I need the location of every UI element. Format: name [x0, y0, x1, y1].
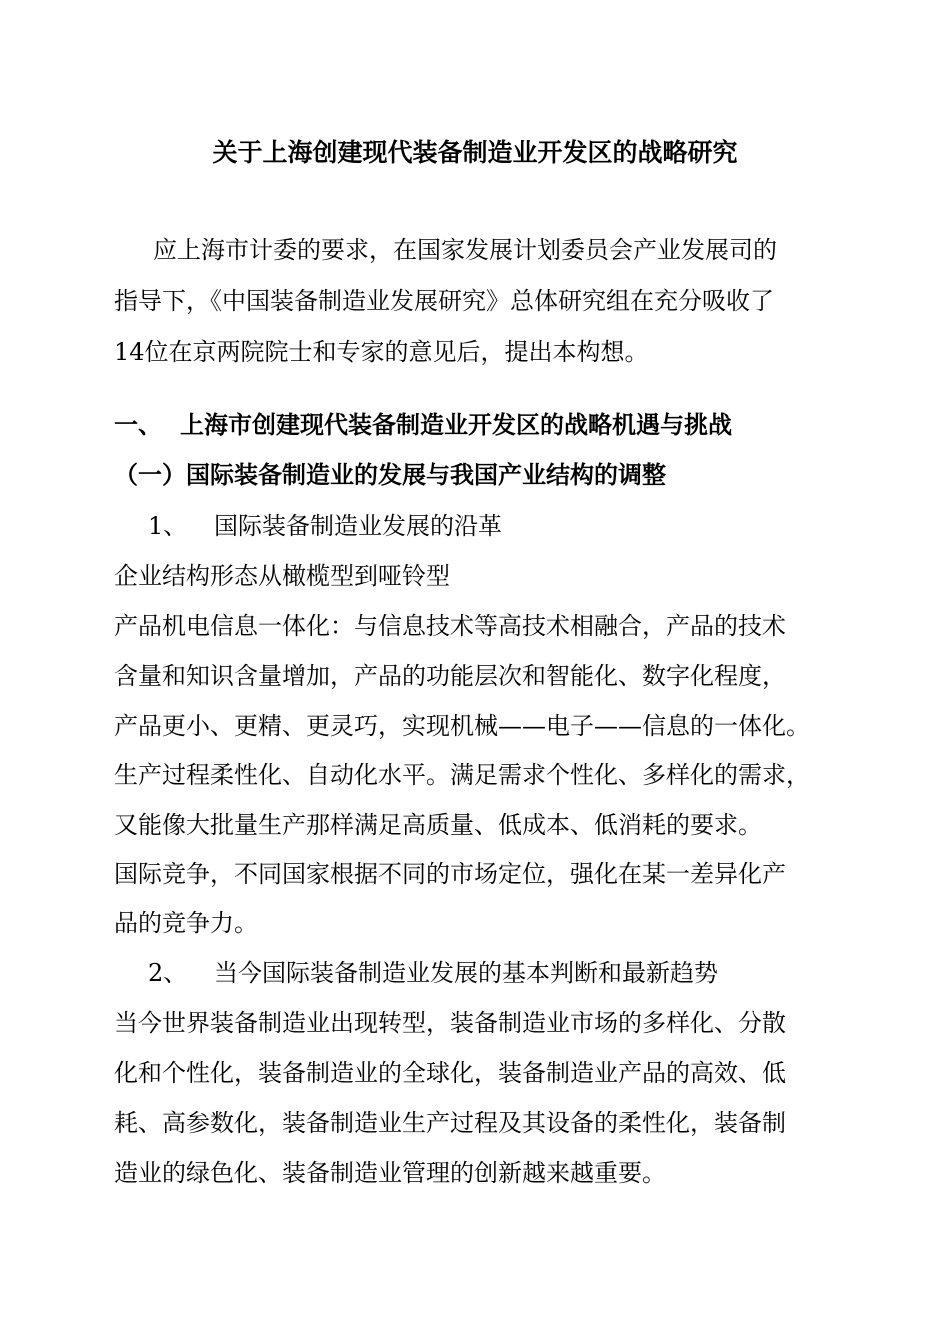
- intro-line-3: 14位在京两院院士和专家的意见后，提出本构想。: [114, 338, 649, 366]
- item-1-line-1: 企业结构形态从橄榄型到哑铃型: [114, 562, 450, 590]
- section-1-number: 一、: [114, 411, 162, 439]
- item-1-line-3: 含量和知识含量增加，产品的功能层次和智能化、数字化程度，: [114, 662, 786, 690]
- item-1-number: 1、: [148, 512, 188, 540]
- document-title: 关于上海创建现代装备制造业开发区的战略研究: [212, 138, 738, 167]
- subsection-1-title: （一）国际装备制造业的发展与我国产业结构的调整: [114, 461, 666, 489]
- item-2-number: 2、: [148, 959, 188, 987]
- intro-line-1: 应上海市计委的要求，在国家发展计划委员会产业发展司的: [153, 236, 777, 264]
- item-1-line-6: 又能像大批量生产那样满足高质量、低成本、低消耗的要求。: [114, 811, 762, 839]
- item-2-title: 当今国际装备制造业发展的基本判断和最新趋势: [214, 959, 718, 987]
- item-2-line-3: 耗、高参数化，装备制造业生产过程及其设备的柔性化，装备制: [114, 1109, 786, 1137]
- item-1-line-4: 产品更小、更精、更灵巧，实现机械——电子——信息的一体化。: [114, 712, 810, 740]
- item-1-line-8: 品的竞争力。: [114, 909, 258, 937]
- item-2-line-4: 造业的绿色化、装备制造业管理的创新越来越重要。: [114, 1159, 666, 1187]
- item-1-title: 国际装备制造业发展的沿革: [214, 512, 502, 540]
- item-1-line-2: 产品机电信息一体化：与信息技术等高技术相融合，产品的技术: [114, 612, 786, 640]
- item-1-line-5: 生产过程柔性化、自动化水平。满足需求个性化、多样化的需求，: [114, 761, 810, 789]
- item-2-line-1: 当今世界装备制造业出现转型，装备制造业市场的多样化、分散: [114, 1009, 786, 1037]
- intro-line-2: 指导下，《中国装备制造业发展研究》总体研究组在充分吸收了: [114, 287, 774, 315]
- item-2-line-2: 化和个性化，装备制造业的全球化，装备制造业产品的高效、低: [114, 1059, 786, 1087]
- item-1-line-7: 国际竞争，不同国家根据不同的市场定位，强化在某一差异化产: [114, 860, 786, 888]
- section-1-title: 上海市创建现代装备制造业开发区的战略机遇与挑战: [180, 411, 732, 439]
